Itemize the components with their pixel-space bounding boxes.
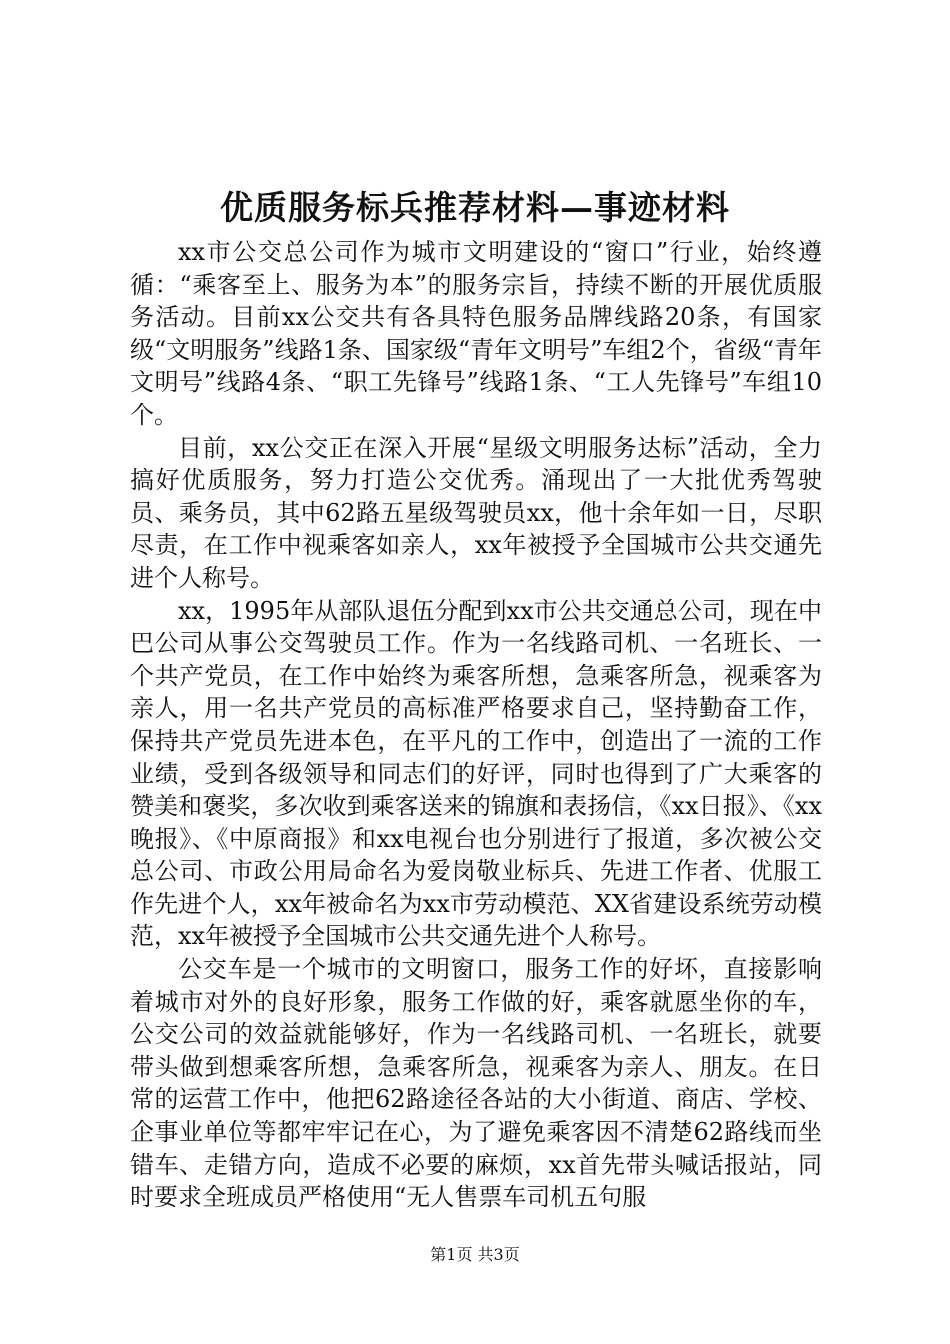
paragraph-1: xx市公交总公司作为城市文明建设的“窗口”行业，始终遵循：“乘客至上、服务为本”的服务宗旨，持续不断的开展优质服务活动。目前xx公交共有各具特色服务品牌线路20条，有国家级“文明服务”线路1条、国家级“青年文明号”车组2个，省级“青年文明号”线路4条、“职工先锋号”线路1条、“工人先锋号”车组10个。 (130, 238, 822, 429)
page-footer: 第1页 共3页 (430, 1245, 520, 1264)
document-title: 优质服务标兵推荐材料—事迹材料 (220, 188, 730, 227)
paragraph-4: 公交车是一个城市的文明窗口，服务工作的好坏，直接影响着城市对外的良好形象，服务工作做的好，乘客就愿坐你的车，公交公司的效益就能够好，作为一名线路司机、一名班长，就要带头做到想乘客所想，急乘客所急，视乘客为亲人、朋友。在日常的运营工作中，他把62路途径各站的大小街道、商店、学校、企事业单位等都牢牢记在心，为了避免乘客因不清楚62路线而坐错车、走错方向，造成不必要的麻烦，xx首先带头喊话报站，同时要求全班成员严格使用“无人售票车司机五句服 (130, 955, 822, 1212)
paragraph-2: 目前，xx公交正在深入开展“星级文明服务达标”活动，全力搞好优质服务，努力打造公交优秀。涌现出了一大批优秀驾驶员、乘务员，其中62路五星级驾驶员xx，他十余年如一日，尽职尽责，在工作中视乘客如亲人，xx年被授予全国城市公共交通先进个人称号。 (130, 433, 822, 592)
paragraph-3: xx，1995年从部队退伍分配到xx市公共交通总公司，现在中巴公司从事公交驾驶员工作。作为一名线路司机、一名班长、一个共产党员，在工作中始终为乘客所想，急乘客所急，视乘客为亲人，用一名共产党员的高标准严格要求自己，坚持勤奋工作，保持共产党员先进本色，在平凡的工作中，创造出了一流的工作业绩，受到各级领导和同志们的好评，同时也得到了广大乘客的赞美和褒奖，多次收到乘客送来的锦旗和表扬信，《xx日报》、《xx晚报》、《中原商报》和xx电视台也分别进行了报道，多次被公交总公司、市政公用局命名为爱岗敬业标兵、先进工作者、优服工作先进个人，xx年被命名为xx市劳动模范、XX省建设系统劳动模范，xx年被授予全国城市公共交通先进个人称号。 (130, 596, 822, 951)
document-body (130, 236, 822, 1214)
